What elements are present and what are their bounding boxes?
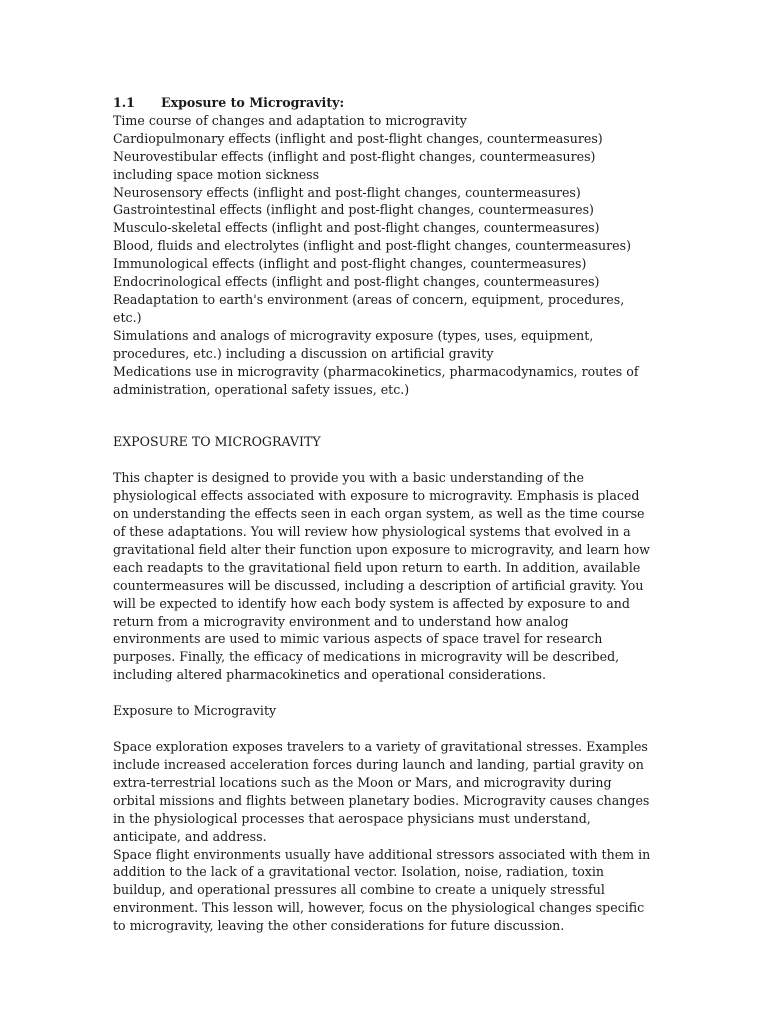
topic-item: Immunological effects (inflight and post-flight changes, countermeasures) (113, 256, 587, 272)
section-heading (113, 94, 653, 112)
topic-list (113, 112, 653, 399)
section-title: Exposure to Microgravity: (161, 95, 345, 110)
intro-paragraph: This chapter is designed to provide you with a basic understanding of the physiological effects associated with exposure to microgravity. Emphasis is placed on understanding the effects seen in each organ system, as well as the time course of these adaptations. You will review how physiological systems that evolved in a gravitational field alter their function upon exposure to microgravity, and learn how each readapts to the gravitational field upon return to earth. In addition, available countermeasures will be discussed, including a description of artificial gravity. You will be expected to identify how each body system is affected by exposure to and return from a microgravity environment and to understand how analog environments are used to mimic various aspects of space travel for research purposes. Finally, the efficacy of medications in microgravity will be described, including altered pharmacokinetics and operational considerations. (113, 470, 650, 683)
body-paragraph: Space exploration exposes travelers to a variety of gravitational stresses. Examples include increased acceleration forces during launch and landing, partial gravity on extra-terrestrial locations such as the Moon or Mars, and microgravity during orbital missions and flights between planetary bodies. Microgravity causes changes in the physiological processes that aerospace physicians must understand, anticipate, and address. (113, 739, 650, 844)
topic-item: Blood, fluids and electrolytes (inflight and post-flight changes, countermeasures) (113, 238, 632, 254)
document-page (113, 94, 653, 935)
topic-item: Gastrointestinal effects (inflight and post-flight changes, countermeasures) (113, 202, 594, 218)
topic-item: Neurosensory effects (inflight and post-flight changes, countermeasures) (113, 184, 581, 200)
topic-item: Endocrinological effects (inflight and post-flight changes, countermeasures) (113, 274, 600, 290)
subsection-title: Exposure to Microgravity (113, 703, 277, 719)
topic-item: Musculo-skeletal effects (inflight and post-flight changes, countermeasures) (113, 220, 600, 236)
topic-item: Cardiopulmonary effects (inflight and post-flight changes, countermeasures) (113, 130, 603, 146)
topic-item: Readaptation to earth's environment (areas of concern, equipment, procedures, etc.) (113, 291, 625, 325)
topic-item: Medications use in microgravity (pharmacokinetics, pharmacodynamics, routes of administration, operational safety issues, etc.) (113, 363, 639, 397)
body-paragraph: Space flight environments usually have additional stressors associated with them in addition to the lack of a gravitational vector. Isolation, noise, radiation, toxin buildup, and operational pressures all combine to create a uniquely stressful environment. This lesson will, however, focus on the physiological changes specific to microgravity, leaving the other considerations for future discussion. (113, 846, 651, 934)
section-number: 1.1 (113, 95, 135, 110)
chapter-title: EXPOSURE TO MICROGRAVITY (113, 434, 321, 450)
topic-item: Simulations and analogs of microgravity exposure (types, uses, equipment, procedures, etc.) including a discussion on artificial gravity (113, 327, 594, 361)
topic-item: Neurovestibular effects (inflight and post-flight changes, countermeasures) including space motion sickness (113, 148, 596, 182)
topic-item: Time course of changes and adaptation to microgravity (113, 112, 467, 128)
